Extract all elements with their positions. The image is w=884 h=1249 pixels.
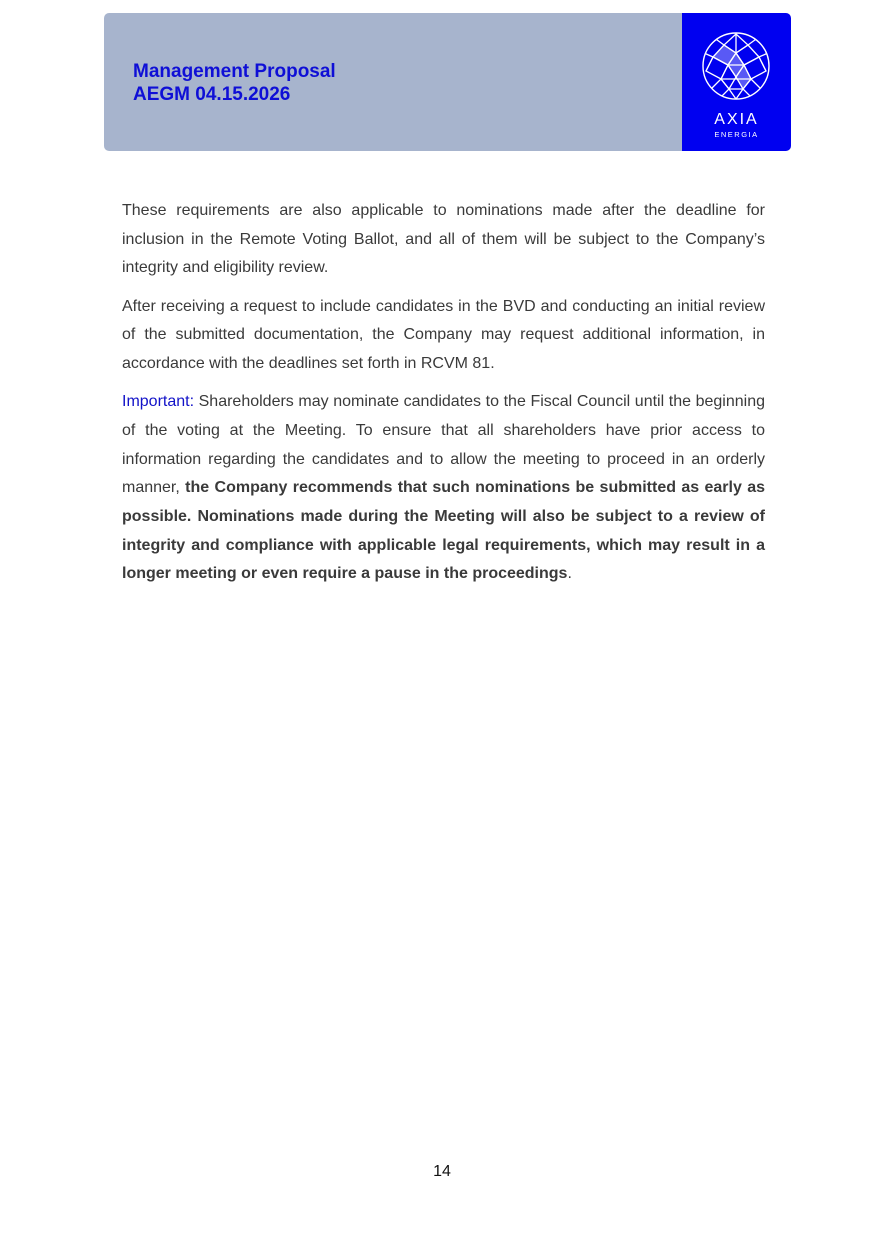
document-body bbox=[122, 197, 765, 599]
title-line-1: Management Proposal bbox=[133, 61, 336, 82]
logo-subtitle: ENERGIA bbox=[714, 130, 759, 139]
document-title bbox=[133, 60, 336, 106]
geodesic-globe-icon bbox=[701, 31, 771, 101]
paragraph-requirements: These requirements are also applicable to nominations made after the deadline for inclusion in the Remote Voting Ballot, and all of them will be subject to the Company’s integrity and eligibility review. bbox=[122, 202, 765, 277]
paragraph-review: After receiving a request to include candidates in the BVD and conducting an initial review of the submitted documentation, the Company may request additional information, in accordance with the deadlines set forth in RCVM 81. bbox=[122, 297, 765, 373]
important-text: Shareholders may nominate candidates to the Fiscal Council until the beginning of the voting at the Meeting. To ensure that all shareholders have prior access to information regarding the candidates and to allow the meeting to proceed in an orderly manner, bbox=[122, 393, 765, 497]
important-text-end: . bbox=[567, 565, 572, 583]
header-band bbox=[104, 13, 682, 151]
company-logo bbox=[682, 13, 791, 151]
page-number: 14 bbox=[433, 1163, 451, 1180]
title-line-2: AEGM 04.15.2026 bbox=[133, 84, 291, 105]
important-bold-text: the Company recommends that such nominations be submitted as early as possible. Nominations made during the Meeting will also be subject to a review of integrity and compliance with applicable legal requirements, which may result in a longer meeting or even require a pause in the proceedings bbox=[122, 479, 765, 583]
important-label: Important: bbox=[122, 393, 195, 411]
paragraph-important bbox=[122, 388, 765, 589]
logo-wordmark: AXIA bbox=[714, 111, 759, 128]
